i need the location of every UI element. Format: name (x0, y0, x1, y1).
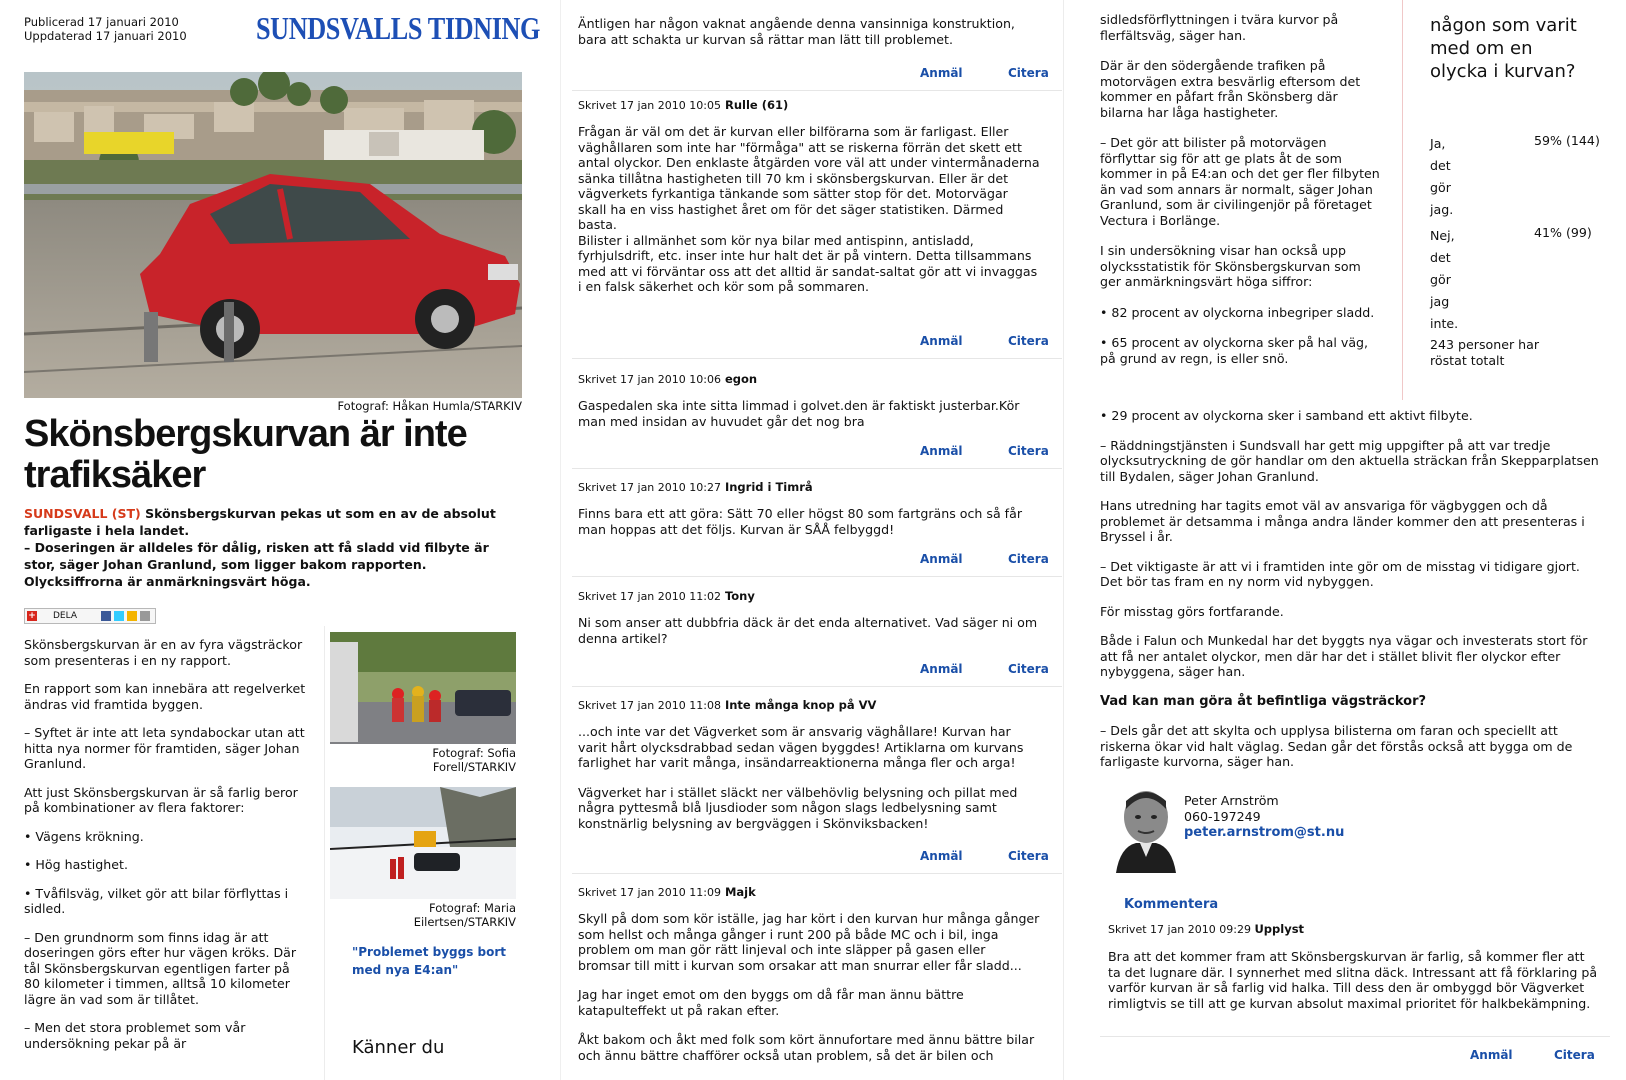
side-photo-winter-crash (330, 787, 516, 899)
comment-text: ...och inte var det Vägverket som är ansvarig väghållare! Kurvan har varit hårt olycksdrabbad sedan vägen byggdes! Artiklarna om kurvans farlighet har varit många, insändarreaktionerna många fler och arga! (578, 724, 1024, 770)
comment-link[interactable]: Kommentera (1124, 897, 1219, 912)
comment-body (578, 615, 1040, 660)
lead-text-2: – Doseringen är alldeles för dålig, risken att få sladd vid filbyte är stor, säger Johan Granlund, som ligger bakom rapporten. (24, 540, 489, 572)
paragraph: Både i Falun och Munkedal har det byggts nya vägar och investerats stort för att få ner antalet olyckor, men där har det i stället blivit fler olyckor efter nybyggena, säger han. (1100, 633, 1588, 679)
comment-actions (578, 330, 1049, 352)
paragraph: – Men det stora problemet som vår undersökning pekar på är (24, 1020, 246, 1051)
comment-body (578, 724, 1040, 845)
facebook-icon[interactable] (101, 611, 111, 621)
comment-date: Skrivet 17 jan 2010 10:05 (578, 99, 721, 112)
comment-text: Finns bara ett att göra: Sätt 70 eller högst 80 som fartgräns och så får man hoppas att det följs. Kurvan är SÅÅ felbyggd! (578, 506, 1022, 537)
poll-total: 243 personer har röstat totalt (1430, 337, 1540, 368)
poll-option-result: 41% (99) (1534, 225, 1592, 240)
comment-author: Ingrid i Timrå (724, 480, 813, 494)
comment-body (578, 398, 1040, 443)
paragraph: Skönsbergskurvan är en av fyra vägsträckor som presenteras i en ny rapport. (24, 637, 303, 668)
paragraph: sidledsförflyttningen i tvära kurvor på flerfältsväg, säger han. (1100, 12, 1339, 43)
main-photo-credit: Fotograf: Håkan Humla/STARKIV (337, 399, 522, 413)
poll-question: någon som varit med om en olycka i kurvan? (1430, 15, 1577, 82)
comment-meta (578, 98, 788, 112)
comment-text: Frågan är väl om det är kurvan eller bilförarna som är farligast. Eller väghållaren som inte har "förmåga" att se riskerna förrän det skett ett antal olyckor. Den enklaste åtgärden vore väl att under vintermånaderna sänka tillåtna hastigheten till 70 km i skönsbergskurvan. Eller är det vägverkets fyrkantiga tänkande som sätter stop för det. Motorvägar skall ha en viss hastighet året om för det säger statistiken. Därmed basta. Bilister i allmänhet som kör nya bilar med antispinn, antisladd, fyrhjulsdrift, etc. inser inte hur halt det är på vintern. Detta tillsammans med att vi förväntar oss att det alltid är sandat-saltat gör att vi invaggas i en falsk säkerhet och kör som på sommaren. (578, 124, 1040, 294)
comment-text: Jag har inget emot om den byggs om då får man ännu bättre katapulteffekt ut på rakan efter. (578, 987, 964, 1018)
comment-divider (1100, 1036, 1610, 1037)
main-photo-crashed-car (24, 72, 522, 398)
comment-date: Skrivet 17 jan 2010 10:06 (578, 373, 721, 386)
comment-meta (578, 698, 876, 712)
comment-date: Skrivet 17 jan 2010 11:02 (578, 590, 721, 603)
comment-divider (572, 873, 1062, 874)
poll-heading-start: Känner du (352, 1037, 445, 1058)
bullet-item: • 65 procent av olyckorna sker på hal väg, på grund av regn, is eller snö. (1100, 335, 1369, 366)
author-name: Peter Arnström (1184, 793, 1279, 808)
body-column-3 (1100, 12, 1385, 366)
comment-text: Åkt bakom och åkt med folk som kört ännufortare med ännu bättre bilar och ännu bättre chafförer också utan problem, så det är bilen och (578, 1032, 1035, 1063)
comment-author: Rulle (61) (724, 98, 789, 112)
quote-button[interactable]: Citera (1008, 334, 1049, 348)
column-divider (324, 626, 325, 1080)
dateline: SUNDSVALL (ST) (24, 506, 141, 521)
comment-actions (578, 658, 1049, 680)
comment-text: Ni som anser att dubbfria däck är det enda alternativet. Vad säger ni om denna artikel? (578, 615, 1038, 646)
report-button[interactable]: Anmäl (920, 66, 963, 80)
quote-button[interactable]: Citera (1008, 444, 1049, 458)
poll-divider (1402, 0, 1403, 400)
author-portrait (1112, 787, 1180, 873)
comment-divider (572, 576, 1062, 577)
report-button[interactable]: Anmäl (920, 662, 963, 676)
comment-body (578, 911, 1040, 1077)
comment-author: Inte många knop på VV (724, 698, 877, 712)
body-column-3-wide (1100, 408, 1600, 770)
paragraph: För misstag görs fortfarande. (1100, 603, 1284, 619)
paragraph: Hans utredning har tagits emot väl av ansvariga för vägbyggen och då problemet är detsamma i många andra länder kommer den att presenteras i Bryssel i år. (1100, 498, 1585, 544)
comment-author: Upplyst (1254, 922, 1305, 936)
comment-divider (572, 358, 1062, 359)
comment-actions (578, 845, 1049, 867)
comment-author: egon (724, 372, 758, 386)
comment-divider (572, 90, 1062, 91)
report-button[interactable]: Anmäl (920, 334, 963, 348)
report-button[interactable]: Anmäl (920, 444, 963, 458)
comment-date: Skrivet 17 jan 2010 11:09 (578, 886, 721, 899)
paragraph: – Dels går det att skylta och upplysa bilisterna om faran och speciellt att riskerna ökar vid halt väglag. Sedan går det förstås också att bygga om de farligaste kurvorna, säger han. (1100, 723, 1573, 769)
comment-meta (578, 885, 756, 899)
bullet-item: • 29 procent av olyckorna sker i samband ett aktivt filbyte. (1100, 408, 1473, 423)
updated-date: Uppdaterad 17 januari 2010 (24, 29, 187, 43)
comment-divider (572, 468, 1062, 469)
bullet-item: • 82 procent av olyckorna inbegriper sladd. (1100, 304, 1375, 320)
comment-author: Majk (724, 885, 756, 899)
comment-text: Äntligen har någon vaknat angående denna vansinniga konstruktion, bara att schakta ur kurvan så rättar man lätt till problemet. (578, 16, 1015, 47)
plus-icon: + (28, 611, 36, 621)
comment-date: Skrivet 17 jan 2010 11:08 (578, 699, 721, 712)
poll-option-label[interactable]: Nej, det gör jag inte. (1430, 228, 1459, 331)
comment-meta (578, 589, 755, 603)
paragraph: – Det gör att bilister på motorvägen förflyttar sig för att ge plats åt de som kommer in på E4:an och det ger fler filbyten än vad som annars är normalt, säger Johan Granlund, som är civilingenjör på företaget Vectura i Borlänge. (1100, 135, 1380, 228)
comment-meta (578, 480, 813, 494)
comment-actions (578, 62, 1049, 84)
comment-date: Skrivet 17 jan 2010 10:27 (578, 481, 721, 494)
published-date: Publicerad 17 januari 2010 (24, 15, 179, 29)
twitter-icon[interactable] (114, 611, 124, 621)
crashed-car-image (24, 72, 522, 398)
paragraph: – Räddningstjänsten i Sundsvall har gett mig uppgifter på att var tredje olycksutryckning de gör handlar om den aktuella sträckan från Skepparplatsen till Bydalen, säger Johan Granlund. (1100, 437, 1599, 484)
paragraph: Att just Skönsbergskurvan är så farlig beror på kombinationer av flera faktorer: (24, 784, 298, 815)
comment-body (578, 506, 1040, 551)
paragraph: I sin undersökning visar han också upp olycksstatistik för Skönsbergskurvan som ger anmärkningsvärt höga siffror: (1100, 243, 1361, 289)
author-phone: 060-197249 (1184, 809, 1261, 824)
poll-option-result: 59% (144) (1534, 133, 1600, 148)
comment-actions (578, 548, 1049, 570)
quote-button[interactable]: Citera (1008, 66, 1049, 80)
comment-author: Tony (724, 589, 755, 603)
more-icon[interactable] (140, 611, 150, 621)
column-divider (560, 0, 561, 1080)
newspaper-logo[interactable]: SUNDSVALLS TIDNING (256, 10, 541, 46)
headline: Skönsbergskurvan är inte trafiksäker (24, 413, 467, 496)
comment-text: Skyll på dom som kör iställe, jag har kört i den kurvan hur många gånger som hellst och många gånger i runt 200 på både MC och i bil, inga problem om man gör rätt linjeval och inte släpper på gasen eller bromsar till mitt i kurvan som orsakar att man snurrar eller får sladd... (578, 911, 1040, 973)
comment-text: Vägverket har i stället släckt ner välbehövlig belysning och pillat med några pyttesmå blå ljusdioder som någon slags ledbelysning samt konstnärlig belysning av bergväggen i Skönviksbacken! (578, 784, 1018, 831)
body-column-1 (24, 637, 306, 1051)
comment-text: Bra att det kommer fram att Skönsbergskurvan är farlig, så kommer fler att ta det lugnare där. I synnerhet med slitna däck. Intressant att få förklaring på varför kurvan är så farlig vid halka. Till dess den är ombyggd bör Vägverket rimligtvis se till att ge kurvan absolut maximal prioritet för halkbekämpning. (1108, 949, 1598, 1011)
comment-body (578, 124, 1040, 309)
quote-button[interactable]: Citera (1008, 662, 1049, 676)
quote-button[interactable]: Citera (1554, 1048, 1595, 1062)
subheading: Vad kan man göra åt befintliga vägsträckor? (1100, 693, 1427, 709)
side-photo-rescue (330, 632, 516, 744)
comment-divider (572, 686, 1062, 687)
column-divider (1063, 0, 1064, 1080)
comment-actions (578, 440, 1049, 462)
comment-actions (1108, 1044, 1600, 1066)
author-email-link[interactable]: peter.arnstrom@st.nu (1184, 825, 1345, 840)
report-button[interactable]: Anmäl (1470, 1048, 1513, 1062)
bullet-item: • Hög hastighet. (24, 857, 128, 872)
lead-text-1: Skönsbergskurvan pekas ut som en av de absolut farligaste i hela landet. (24, 506, 496, 538)
report-button[interactable]: Anmäl (920, 552, 963, 566)
related-article-link[interactable]: "Problemet byggs bort med nya E4:an" (352, 945, 507, 977)
side-photo2-credit: Fotograf: Maria Eilertsen/STARKIV (413, 901, 516, 929)
quote-button[interactable]: Citera (1008, 552, 1049, 566)
comment-meta (578, 372, 757, 386)
myspace-icon[interactable] (127, 611, 137, 621)
report-button[interactable]: Anmäl (920, 849, 963, 863)
lead-text-3: Olycksiffrorna är anmärkningsvärt höga. (24, 574, 311, 589)
bullet-item: • Tvåfilsväg, vilket gör att bilar förflyttas i sidled. (24, 885, 289, 916)
comment-meta (1108, 922, 1304, 936)
poll-option-label[interactable]: Ja, det gör jag. (1430, 136, 1454, 217)
paragraph: – Det viktigaste är att vi i framtiden inte gör om de misstag vi tidigare gjort. Det bör tas fram en ny norm vid nybyggen. (1100, 558, 1580, 589)
comment-text: Gaspedalen ska inte sitta limmad i golvet.den är faktiskt justerbar.Kör man med insidan av huvudet går det nog bra (578, 398, 1020, 429)
paragraph: – Den grundnorm som finns idag är att doseringen görs efter hur vägen kröks. Där tål Skönsbergskurvan egentligen farter på 80 kilometer i timmen, alltså 10 kilometer lägre än vad som är tillåtet. (24, 929, 297, 1007)
paragraph: – Syftet är inte att leta syndabockar utan att hitta nya normer för framtiden, säger Johan Granlund. (24, 725, 305, 771)
lead (24, 505, 524, 590)
share-button[interactable] (24, 608, 156, 624)
comment-date: Skrivet 17 jan 2010 09:29 (1108, 923, 1251, 936)
side-photo1-credit: Fotograf: Sofia Forell/STARKIV (432, 746, 516, 774)
quote-button[interactable]: Citera (1008, 849, 1049, 863)
share-label: DELA (53, 611, 77, 621)
paragraph: En rapport som kan innebära att regelverket ändras vid framtida byggen. (24, 681, 306, 712)
bullet-item: • Vägens krökning. (24, 828, 144, 844)
paragraph: Där är den södergående trafiken på motorvägen extra besvärlig eftersom det kommer en påfart från Skönsberg där bilarna har låga hastigheter. (1100, 58, 1361, 120)
